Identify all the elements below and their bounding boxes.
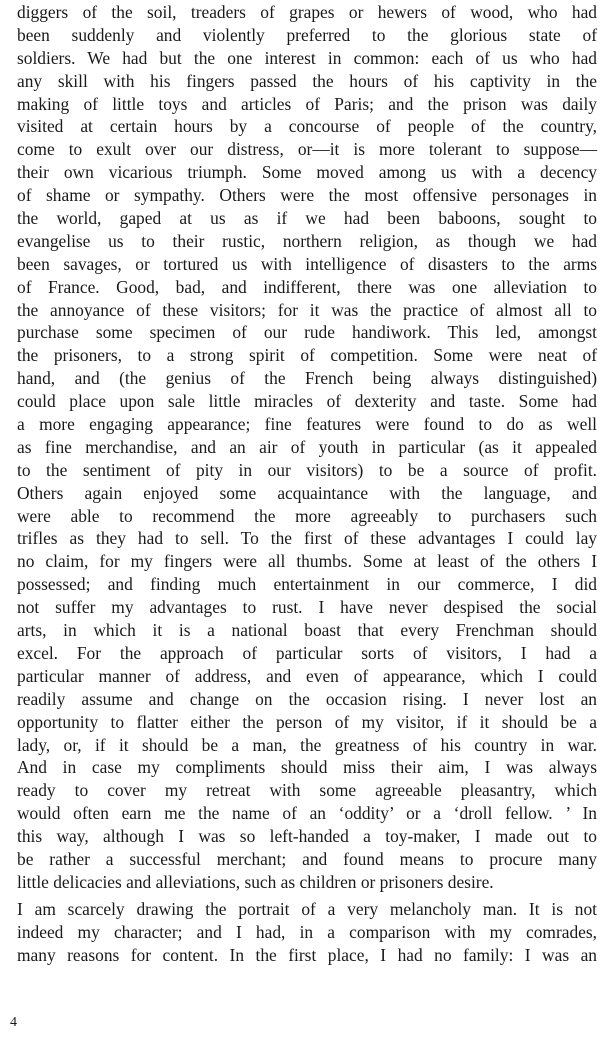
text-line: indeed my character; and I had, in a comparison with my comrades,	[17, 921, 597, 942]
text-line: hand, and (the genius of the French being always distinguished)	[17, 368, 597, 389]
text-line: as fine merchandise, and an air of youth in particular (as it appealed	[17, 436, 597, 457]
text-line: not suffer my advantages to rust. I have never despised the social	[17, 597, 597, 618]
text-line: a more engaging appearance; fine features were found to do as well	[17, 414, 597, 435]
text-line: any skill with his fingers passed the hours of his captivity in the	[17, 70, 597, 91]
text-line: making of little toys and articles of Paris; and the prison was daily	[17, 93, 597, 114]
text-line: evangelise us to their rustic, northern religion, as though we had	[17, 230, 597, 251]
text-line: come to exult over our distress, or—it is more tolerant to suppose—	[17, 139, 597, 160]
text-line: possessed; and finding much entertainment in our commerce, I did	[17, 574, 597, 595]
text-line: particular manner of address, and even of appearance, which I could	[17, 665, 597, 686]
text-line: of France. Good, bad, and indifferent, there was one alleviation to	[17, 276, 597, 297]
text-line: purchase some specimen of our rude handiwork. This led, amongst	[17, 322, 597, 343]
text-line: soldiers. We had but the one interest in common: each of us who had	[17, 47, 597, 68]
text-line: been savages, or tortured us with intelligence of disasters to the arms	[17, 253, 597, 274]
text-line: Others again enjoyed some acquaintance with the language, and	[17, 482, 597, 503]
paragraph-1	[17, 1, 597, 894]
text-line: little delicacies and alleviations, such as children or prisoners desire.	[17, 871, 494, 892]
text-line: the prisoners, to a strong spirit of competition. Some were neat of	[17, 345, 597, 366]
text-line: the annoyance of these visitors; for it was the practice of almost all to	[17, 299, 597, 320]
text-line: visited at certain hours by a concourse of people of the country,	[17, 116, 597, 137]
text-line: of shame or sympathy. Others were the most offensive personages in	[17, 185, 597, 206]
text-line: this way, although I was so left-handed a toy-maker, I made out to	[17, 826, 597, 847]
page-number: 4	[10, 1015, 17, 1030]
text-line: many reasons for content. In the first place, I had no family: I was an	[17, 944, 597, 965]
text-line: be rather a successful merchant; and found means to procure many	[17, 848, 597, 869]
paragraph-2	[17, 898, 597, 967]
text-line: trifles as they had to sell. To the first of these advantages I could lay	[17, 528, 597, 549]
text-line: I am scarcely drawing the portrait of a very melancholy man. It is not	[17, 899, 597, 919]
text-line: readily assume and change on the occasion rising. I never lost an	[17, 688, 597, 709]
text-line: their own vicarious triumph. Some moved among us with a decency	[17, 162, 597, 183]
text-line: diggers of the soil, treaders of grapes or hewers of wood, who had	[17, 2, 597, 22]
text-line: ready to cover my retreat with some agreeable pleasantry, which	[17, 780, 597, 801]
text-line: the world, gaped at us as if we had been baboons, sought to	[17, 208, 597, 229]
text-line: And in case my compliments should miss their aim, I was always	[17, 757, 597, 778]
text-line: no claim, for my fingers were all thumbs. Some at least of the others I	[17, 551, 597, 572]
text-line: arts, in which it is a national boast that every Frenchman should	[17, 620, 597, 641]
text-line: would often earn me the name of an ‘oddity’ or a ‘droll fellow. ’ In	[17, 803, 597, 824]
text-line: been suddenly and violently preferred to the glorious state of	[17, 24, 597, 45]
text-line: opportunity to flatter either the person of my visitor, if it should be a	[17, 711, 597, 732]
text-line: excel. For the approach of particular sorts of visitors, I had a	[17, 642, 597, 663]
text-line: could place upon sale little miracles of dexterity and taste. Some had	[17, 391, 597, 412]
text-line: lady, or, if it should be a man, the greatness of his country in war.	[17, 734, 597, 755]
text-line: to the sentiment of pity in our visitors) to be a source of profit.	[17, 459, 597, 480]
text-line: were able to recommend the more agreeably to purchasers such	[17, 505, 597, 526]
